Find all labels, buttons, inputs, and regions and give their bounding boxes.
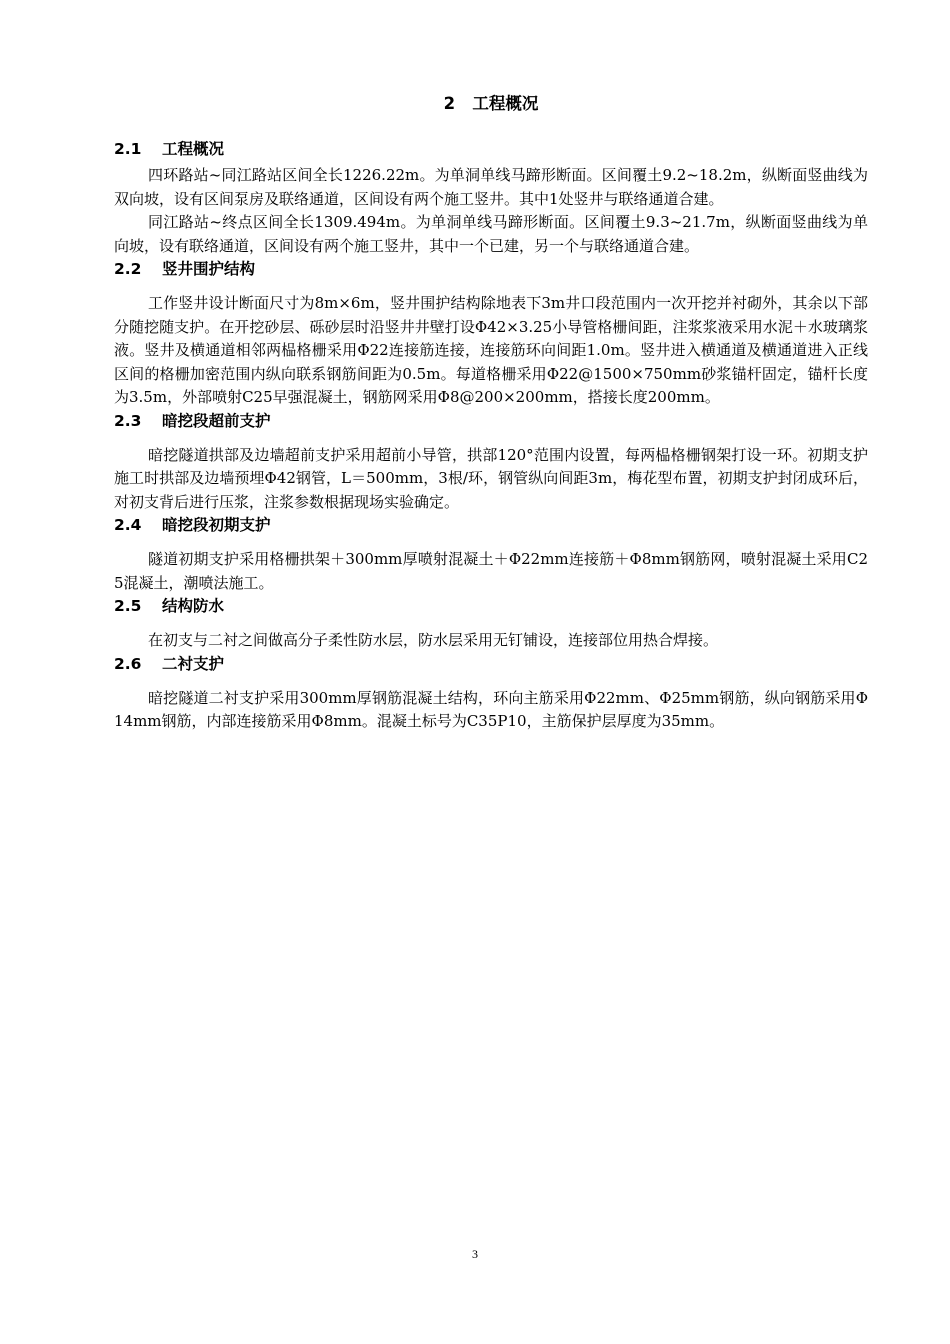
section-number: 2.1 (114, 140, 142, 158)
section-number: 2.5 (114, 597, 142, 615)
paragraph: 暗挖隧道拱部及边墙超前支护采用超前小导管，拱部120°范围内设置，每两榀格栅钢架打设一环。初期支护施工时拱部及边墙预埋Φ42钢管，L＝500mm，3根/环，钢管纵向间距3m，梅花型布置，初期支护封闭成环后，对初支背后进行压浆，注浆参数根据现场实验确定。 (114, 445, 868, 511)
section-heading (114, 410, 868, 432)
section-2-3 (114, 410, 868, 515)
page-content (114, 92, 868, 734)
section-number: 2.2 (114, 260, 142, 278)
section-title: 二衬支护 (162, 654, 225, 673)
section-title: 暗挖段初期支护 (162, 516, 271, 534)
page-number: 3 (472, 1247, 478, 1261)
section-heading (114, 653, 868, 675)
paragraph: 在初支与二衬之间做高分子柔性防水层，防水层采用无钉铺设，连接部位用热合焊接。 (148, 631, 719, 649)
paragraph: 隧道初期支护采用格栅拱架＋300mm厚喷射混凝土＋Φ22mm连接筋＋Φ8mm钢筋网，喷射混凝土采用C25混凝土，潮喷法施工。 (114, 550, 868, 592)
section-number: 2.6 (114, 654, 142, 673)
section-2-5 (114, 595, 868, 653)
section-title: 工程概况 (162, 140, 225, 158)
section-number: 2.4 (114, 516, 142, 534)
paragraph: 四环路站~同江路站区间全长1226.22m。为单洞单线马蹄形断面。区间覆土9.2~18.2m，纵断面竖曲线为双向坡，设有区间泵房及联络通道，区间设有两个施工竖井。其中1处竖井与联络通道合建。 (114, 166, 868, 208)
section-heading (114, 595, 868, 617)
section-title: 结构防水 (162, 597, 225, 615)
paragraph: 暗挖隧道二衬支护采用300mm厚钢筋混凝土结构，环向主筋采用Φ22mm、Φ25mm钢筋，纵向钢筋采用Φ14mm钢筋，内部连接筋采用Φ8mm。混凝土标号为C35P10，主筋保护层厚度为35mm。 (114, 688, 868, 730)
chapter-number: 2 (443, 94, 456, 113)
section-heading (114, 258, 868, 280)
section-2-4 (114, 514, 868, 595)
section-number: 2.3 (114, 411, 142, 430)
section-2-2 (114, 258, 868, 410)
section-heading (114, 138, 868, 160)
section-2-6 (114, 653, 868, 734)
section-title: 竖井围护结构 (162, 260, 256, 278)
chapter-title-text: 工程概况 (472, 94, 539, 113)
section-heading (114, 514, 868, 536)
paragraph: 同江路站~终点区间全长1309.494m。为单洞单线马蹄形断面。区间覆土9.3~21.7m，纵断面竖曲线为单向坡，设有联络通道，区间设有两个施工竖井，其中一个已建，另一个与联络通道合建。 (114, 213, 868, 255)
section-title: 暗挖段超前支护 (162, 411, 271, 430)
section-2-1 (114, 138, 868, 258)
paragraph: 工作竖井设计断面尺寸为8m×6m，竖井围护结构除地表下3m井口段范围内一次开挖并衬砌外，其余以下部分随挖随支护。在开挖砂层、砾砂层时沿竖井井壁打设Φ42×3.25小导管格栅间距，注浆浆液采用水泥＋水玻璃浆液。竖井及横通道相邻两榀格栅采用Φ22连接筋连接，连接筋环向间距1.0m。竖井进入横通道及横通道进入正线区间的格栅加密范围内纵向联系钢筋间距为0.5m。每道格栅采用Φ22@1500×750mm砂浆锚杆固定，锚杆长度为3.5m，外部喷射C25早强混凝土，钢筋网采用Φ8@200×200mm，搭接长度200mm。 (114, 294, 868, 406)
chapter-title (114, 92, 868, 116)
